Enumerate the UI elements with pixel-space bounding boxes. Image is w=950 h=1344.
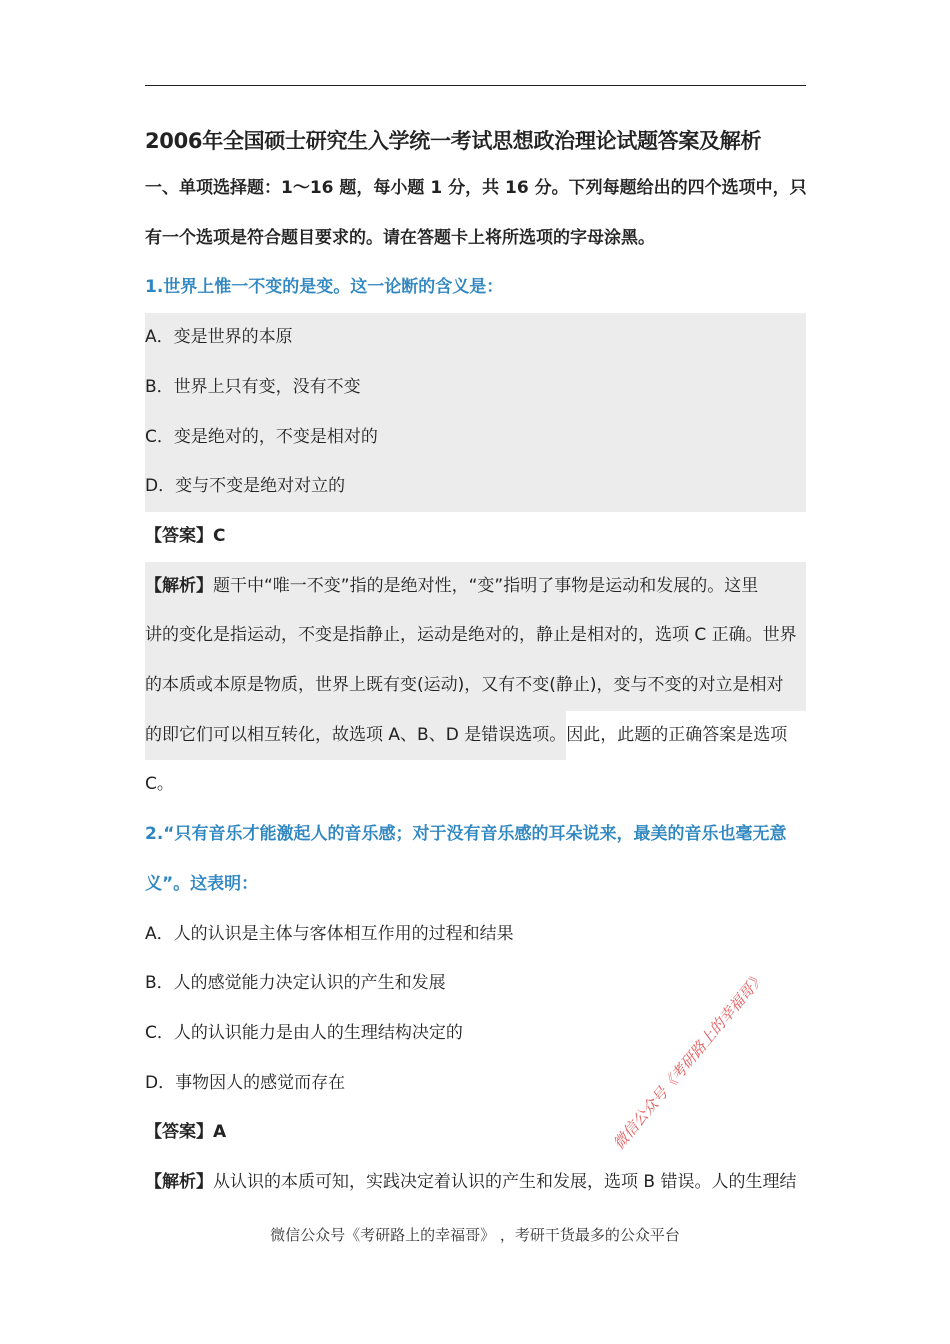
question-2-option-c: C．人的认识能力是由人的生理结构决定的 <box>145 1022 463 1043</box>
answer-tag: 【答案】 <box>145 525 213 546</box>
analysis-text-shaded: 的即它们可以相互转化，故选项 A、B、D 是错误选项。 <box>145 711 566 761</box>
answer-value: A <box>213 1122 227 1143</box>
question-1-option-a: A．变是世界的本原 <box>145 327 293 348</box>
question-1-analysis-line-3: 的本质或本原是物质，世界上既有变(运动)，又有不变(静止)，变与不变的对立是相对 <box>145 661 806 711</box>
question-2-analysis-line-1 <box>145 1158 806 1208</box>
question-1-answer <box>145 512 806 562</box>
analysis-text: 从认识的本质可知，实践决定着认识的产生和发展，选项 B 错误。人的生理结 <box>213 1172 797 1193</box>
question-2-answer <box>145 1108 806 1158</box>
question-1-analysis-line-5: C。 <box>145 774 174 795</box>
question-2-option-d: D．事物因人的感觉而存在 <box>145 1072 346 1093</box>
analysis-text: 题干中“唯一不变”指的是绝对性，“变”指明了事物是运动和发展的。这里 <box>213 575 759 596</box>
question-1-analysis-line-4 <box>145 711 806 761</box>
question-2-option-a: A．人的认识是主体与客体相互作用的过程和结果 <box>145 923 514 944</box>
page-footer: 微信公众号《考研路上的幸福哥》 ，考研干货最多的公众平台 <box>270 1226 680 1244</box>
analysis-text: 因此，此题的正确答案是选项 <box>566 724 788 745</box>
question-2-stem-line-1: 2.“只有音乐才能激起人的音乐感；对于没有音乐感的耳朵说来，最美的音乐也毫无意 <box>145 824 787 845</box>
question-1-analysis-line-2: 讲的变化是指运动，不变是指静止，运动是绝对的，静止是相对的，选项 C 正确。世界 <box>145 611 806 661</box>
header-rule <box>145 85 806 86</box>
page-title: 2006年全国硕士研究生入学统一考试思想政治理论试题答案及解析 <box>145 129 762 153</box>
analysis-tag: 【解析】 <box>145 1172 213 1193</box>
section-instruction-line-2: 有一个选项是符合题目要求的。请在答题卡上将所选项的字母涂黑。 <box>145 227 655 248</box>
answer-tag: 【答案】 <box>145 1122 213 1143</box>
question-2-stem-line-2: 义”。这表明： <box>145 873 259 894</box>
answer-value: C <box>213 525 226 546</box>
question-1-stem: 1.世界上惟一不变的是变。这一论断的含义是： <box>145 277 504 298</box>
question-1-option-b: B．世界上只有变，没有不变 <box>145 376 361 397</box>
question-1-options <box>145 313 806 512</box>
question-2-option-b: B．人的感觉能力决定认识的产生和发展 <box>145 973 446 994</box>
question-1-option-d: D．变与不变是绝对对立的 <box>145 476 346 497</box>
analysis-tag: 【解析】 <box>145 575 213 596</box>
section-instruction-line-1: 一、单项选择题：1～16 题，每小题 1 分，共 16 分。下列每题给出的四个选项中，只 <box>145 178 807 198</box>
question-1-analysis-line-1 <box>145 562 806 612</box>
question-1-option-c: C．变是绝对的，不变是相对的 <box>145 426 378 447</box>
watermark-stamp: 微信公众号《考研路上的幸福哥》 <box>609 968 768 1153</box>
